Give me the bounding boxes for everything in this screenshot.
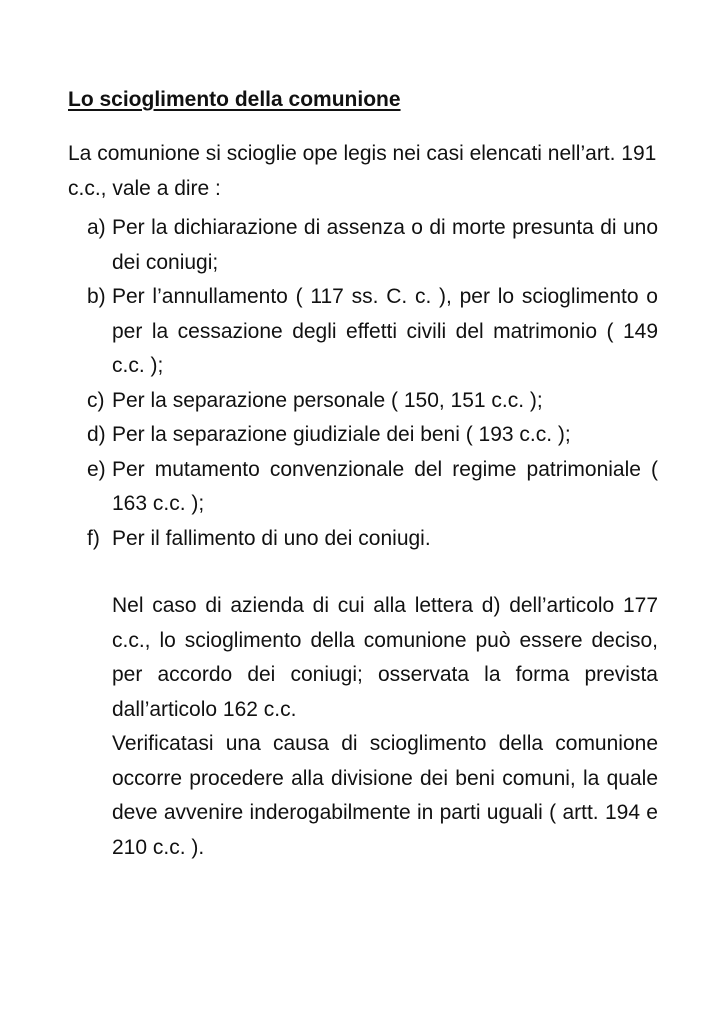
document-title: Lo scioglimento della comunione xyxy=(68,88,401,111)
intro-paragraph: La comunione si scioglie ope legis nei casi elencati nell’art. 191 c.c., vale a dire : xyxy=(68,142,657,200)
list-item-text: Per la dichiarazione di assenza o di morte presunta di uno dei coniugi; xyxy=(112,216,658,274)
list-item-f xyxy=(68,522,658,557)
list-item-c xyxy=(68,384,658,419)
list-item-text: Per l’annullamento ( 117 ss. C. c. ), per lo scioglimento o per la cessazione degli effetti civili del matrimonio ( 149 c.c. ); xyxy=(112,285,658,377)
list-marker: c) xyxy=(87,388,105,412)
list-marker: a) xyxy=(87,216,106,239)
list-item-b xyxy=(68,280,658,384)
list-marker: d) xyxy=(87,423,106,446)
list-item-d xyxy=(68,418,658,453)
dissolution-cases-list xyxy=(68,211,658,556)
list-item-text: Per la separazione personale ( 150, 151 c.c. ); xyxy=(112,388,543,412)
list-item-e xyxy=(68,453,658,522)
list-item-text: Per il fallimento di uno dei coniugi. xyxy=(112,526,431,550)
list-marker: b) xyxy=(87,285,106,308)
paragraph-divisione: Verificatasi una causa di scioglimento della comunione occorre procedere alla divisione dei beni comuni, la quale deve avvenire inderogabilmente in parti uguali ( artt. 194 e 210 c.c. ). xyxy=(112,732,658,859)
list-item-text: Per mutamento convenzionale del regime patrimoniale ( 163 c.c. ); xyxy=(112,457,658,515)
paragraph-azienda: Nel caso di azienda di cui alla lettera d) dell’articolo 177 c.c., lo scioglimento della comunione può essere deciso, per accordo dei coniugi; osservata la forma prevista dall’articolo 162 c.c. xyxy=(112,594,658,721)
list-marker: e) xyxy=(87,457,106,481)
list-item-text: Per la separazione giudiziale dei beni ( 193 c.c. ); xyxy=(112,423,571,446)
list-marker: f) xyxy=(87,526,100,550)
list-item-a xyxy=(68,211,658,280)
